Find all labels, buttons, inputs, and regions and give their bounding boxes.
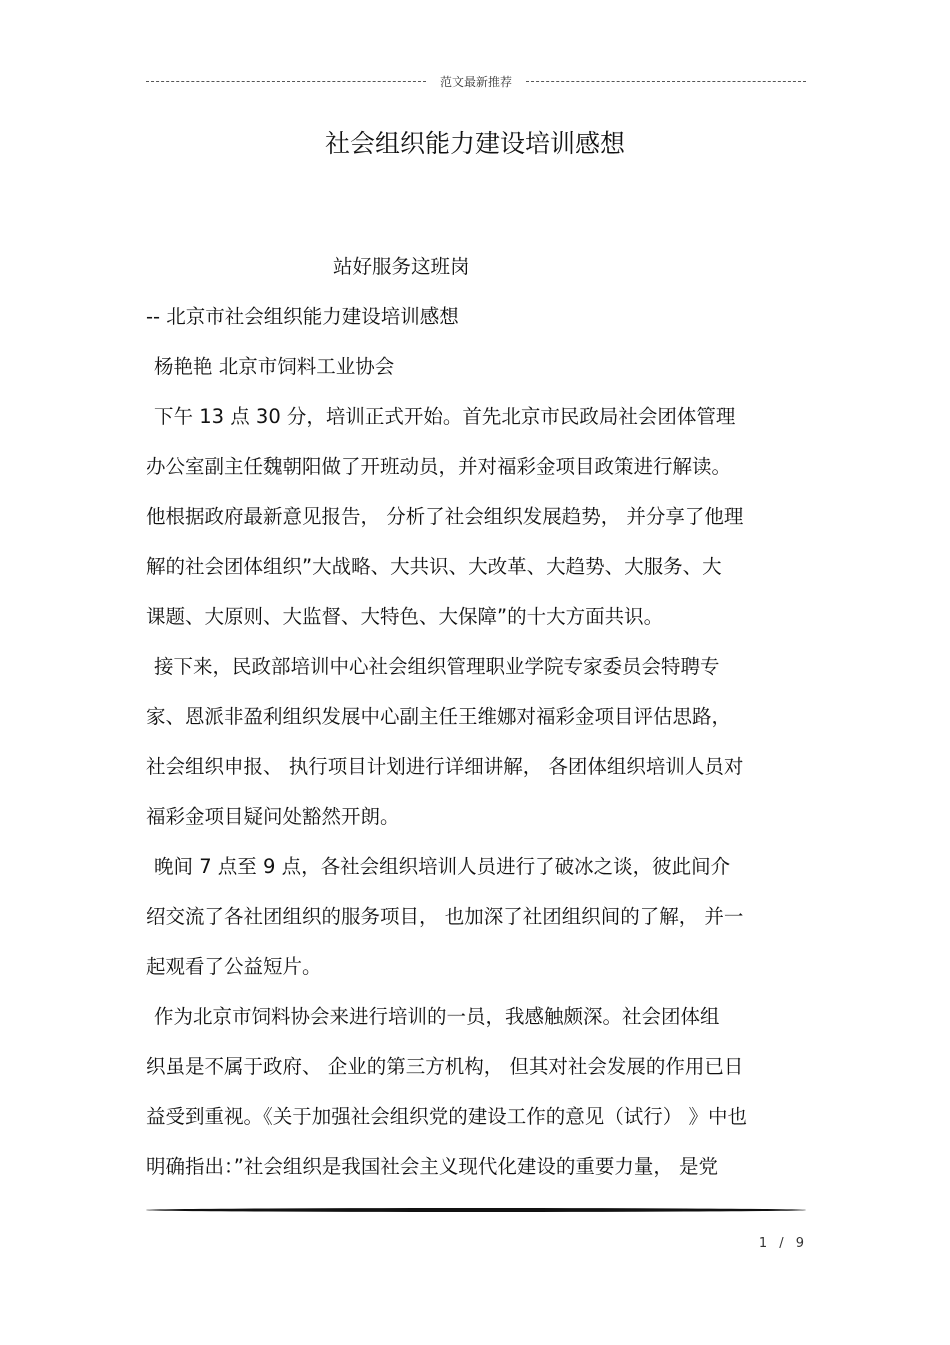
- footer-rule: [146, 1208, 806, 1212]
- paragraph-line: 社会组织申报、 执行项目计划进行详细讲解， 各团体组织培训人员对: [146, 755, 744, 778]
- paragraph-line: 益受到重视。《关于加强社会组织党的建设工作的意见（试行） 》中也: [146, 1105, 747, 1128]
- paragraph-line: 下午 13 点 30 分，培训正式开始。首先北京市民政局社会团体管理: [154, 405, 736, 428]
- paragraph-line: 福彩金项目疑问处豁然开朗。: [146, 805, 400, 828]
- paragraph-line: 解的社会团体组织”大战略、大共识、大改革、大趋势、大服务、大: [146, 555, 722, 578]
- page-header: [146, 72, 806, 90]
- paragraph-line: 接下来，民政部培训中心社会组织管理职业学院专家委员会特聘专: [154, 655, 720, 678]
- document-title: 社会组织能力建设培训感想: [324, 129, 625, 158]
- subtitle: 站好服务这班岗: [333, 255, 470, 278]
- subtitle-line: -- 北京市社会组织能力建设培训感想: [146, 305, 459, 328]
- page-number: 1 / 9: [758, 1236, 808, 1251]
- paragraph-line: 起观看了公益短片。: [146, 955, 322, 978]
- paragraph-line: 课题、大原则、大监督、大特色、大保障”的十大方面共识。: [146, 605, 664, 628]
- paragraph-line: 织虽是不属于政府、 企业的第三方机构， 但其对社会发展的作用已日: [146, 1055, 744, 1078]
- paragraph-line: 晚间 7 点至 9 点，各社会组织培训人员进行了破冰之谈，彼此间介: [154, 855, 731, 878]
- paragraph-line: 办公室副主任魏朝阳做了开班动员，并对福彩金项目政策进行解读。: [146, 455, 732, 478]
- header-dash-right: [526, 81, 806, 82]
- author-line: 杨艳艳 北京市饲料工业协会: [154, 355, 395, 378]
- paragraph-line: 作为北京市饲料协会来进行培训的一员，我感触颇深。社会团体组: [154, 1005, 720, 1028]
- header-text: 范文最新推荐: [440, 74, 513, 89]
- paragraph-line: 绍交流了各社团组织的服务项目， 也加深了社团组织间的了解， 并一: [146, 905, 744, 928]
- paragraph-line: 他根据政府最新意见报告， 分析了社会组织发展趋势， 并分享了他理: [146, 505, 744, 528]
- paragraph-line: 家、恩派非盈利组织发展中心副主任王维娜对福彩金项目评估思路，: [146, 705, 732, 728]
- paragraph-line: 明确指出：”社会组织是我国社会主义现代化建设的重要力量， 是党: [146, 1155, 719, 1178]
- header-dash-left: [146, 81, 426, 82]
